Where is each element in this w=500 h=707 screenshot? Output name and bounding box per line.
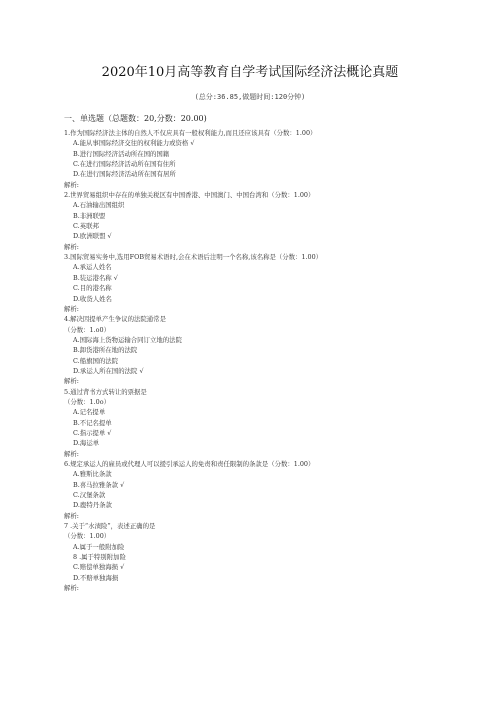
analysis-label: 解析: bbox=[64, 242, 79, 251]
question-block bbox=[64, 521, 464, 593]
analysis-label: 解析: bbox=[64, 180, 79, 189]
answer-option: D.在进行国际经济活动所在国有居所 bbox=[73, 170, 176, 179]
analysis-label: 解析: bbox=[64, 304, 79, 313]
answer-option: C.在进行国际经济活动所在国有住所 bbox=[73, 160, 176, 169]
answer-option: A.记名提单 bbox=[73, 408, 106, 417]
answer-option: D.海运单 bbox=[73, 439, 100, 448]
question-block bbox=[64, 459, 464, 521]
answer-option: D.承运人所在国的法院 √ bbox=[73, 366, 144, 375]
question-block bbox=[64, 387, 464, 459]
answer-option: D.鹿特丹条款 bbox=[73, 501, 112, 510]
answer-option: C.指示提单 √ bbox=[73, 428, 112, 437]
question-stem: （分数：1.0o） bbox=[64, 397, 110, 406]
answer-option: A.承运人姓名 bbox=[73, 263, 112, 272]
answer-option: B.非洲联盟 bbox=[73, 211, 106, 220]
question-list bbox=[64, 128, 464, 593]
answer-option: A.雅斯比条款 bbox=[73, 470, 112, 479]
question-stem: 2.世界贸易组织中存在的单独关税区有中国香港、中国澳门、中国台湾和（分数：1.00） bbox=[64, 191, 315, 200]
answer-option: C.赔偿单独海损 √ bbox=[73, 563, 125, 572]
answer-option: A.国际海上货物运输合同订立地的法院 bbox=[73, 335, 182, 344]
section-heading: 一、单选题（总题数：20,分数：20.00) bbox=[64, 114, 207, 123]
question-stem: 3.国际贸易实务中,选用FOB贸易术语时,会在术语后注明一个名称,该名称是（分数：1.00） bbox=[64, 253, 323, 262]
question-block bbox=[64, 190, 464, 252]
page-title: 2020年10月高等教育自学考试国际经济法概论真题 bbox=[101, 65, 399, 80]
question-stem: 4.解决因提单产生争议的法院通常是 bbox=[64, 315, 166, 324]
question-stem: 5.通过背书方式转让的票据是 bbox=[64, 387, 147, 396]
answer-option: C.英联邦 bbox=[73, 222, 99, 231]
answer-option: B.卸货港所在地的法院 bbox=[73, 346, 138, 355]
answer-option: D.收货人姓名 bbox=[73, 294, 112, 303]
answer-option: 8 .属于特别附加险 bbox=[73, 553, 126, 562]
question-stem: 7 .关于“水渍险”，表述正确的是 bbox=[64, 522, 156, 531]
analysis-label: 解析: bbox=[64, 449, 79, 458]
question-block bbox=[64, 252, 464, 314]
question-stem: 1.作为国际经济法主体的自然人不仅应具有一般权利能力,而且还应该具有（分数：1.00） bbox=[64, 129, 317, 137]
analysis-label: 解析: bbox=[64, 377, 79, 386]
question-stem: （分数：1.00） bbox=[64, 532, 111, 541]
answer-option: A.能从事国际经济交往的权利能力或资格 √ bbox=[73, 139, 195, 148]
answer-option: B.不记名提单 bbox=[73, 418, 112, 427]
question-stem: 6.规定承运人的雇员或代理人可以援引承运人的免责和责任限制的条款是（分数：1.00） bbox=[64, 460, 315, 468]
answer-option: C.汉堡条款 bbox=[73, 491, 106, 500]
answer-option: B.喜马拉雅条款 √ bbox=[73, 480, 125, 489]
answer-option: B.进行国际经济活动所在国的国籍 bbox=[73, 149, 170, 158]
answer-option: A.属于一般附加险 bbox=[73, 542, 125, 551]
answer-option: B.装运港名称 √ bbox=[73, 273, 118, 282]
question-stem: （分数：1.o0） bbox=[64, 325, 110, 334]
analysis-label: 解析: bbox=[64, 511, 79, 520]
answer-option: D.欧洲联盟 √ bbox=[73, 232, 112, 241]
analysis-label: 解析: bbox=[64, 584, 79, 593]
answer-option: A.石油输出国组织 bbox=[73, 201, 125, 210]
answer-option: C.船旗国的法院 bbox=[73, 356, 119, 365]
answer-option: D.不赔单独海损 bbox=[73, 573, 119, 582]
question-block bbox=[64, 128, 464, 190]
question-block bbox=[64, 314, 464, 386]
exam-info: (总分:36.85,做题时间:120分钟) bbox=[194, 93, 306, 101]
answer-option: C.目的港名称 bbox=[73, 284, 112, 293]
